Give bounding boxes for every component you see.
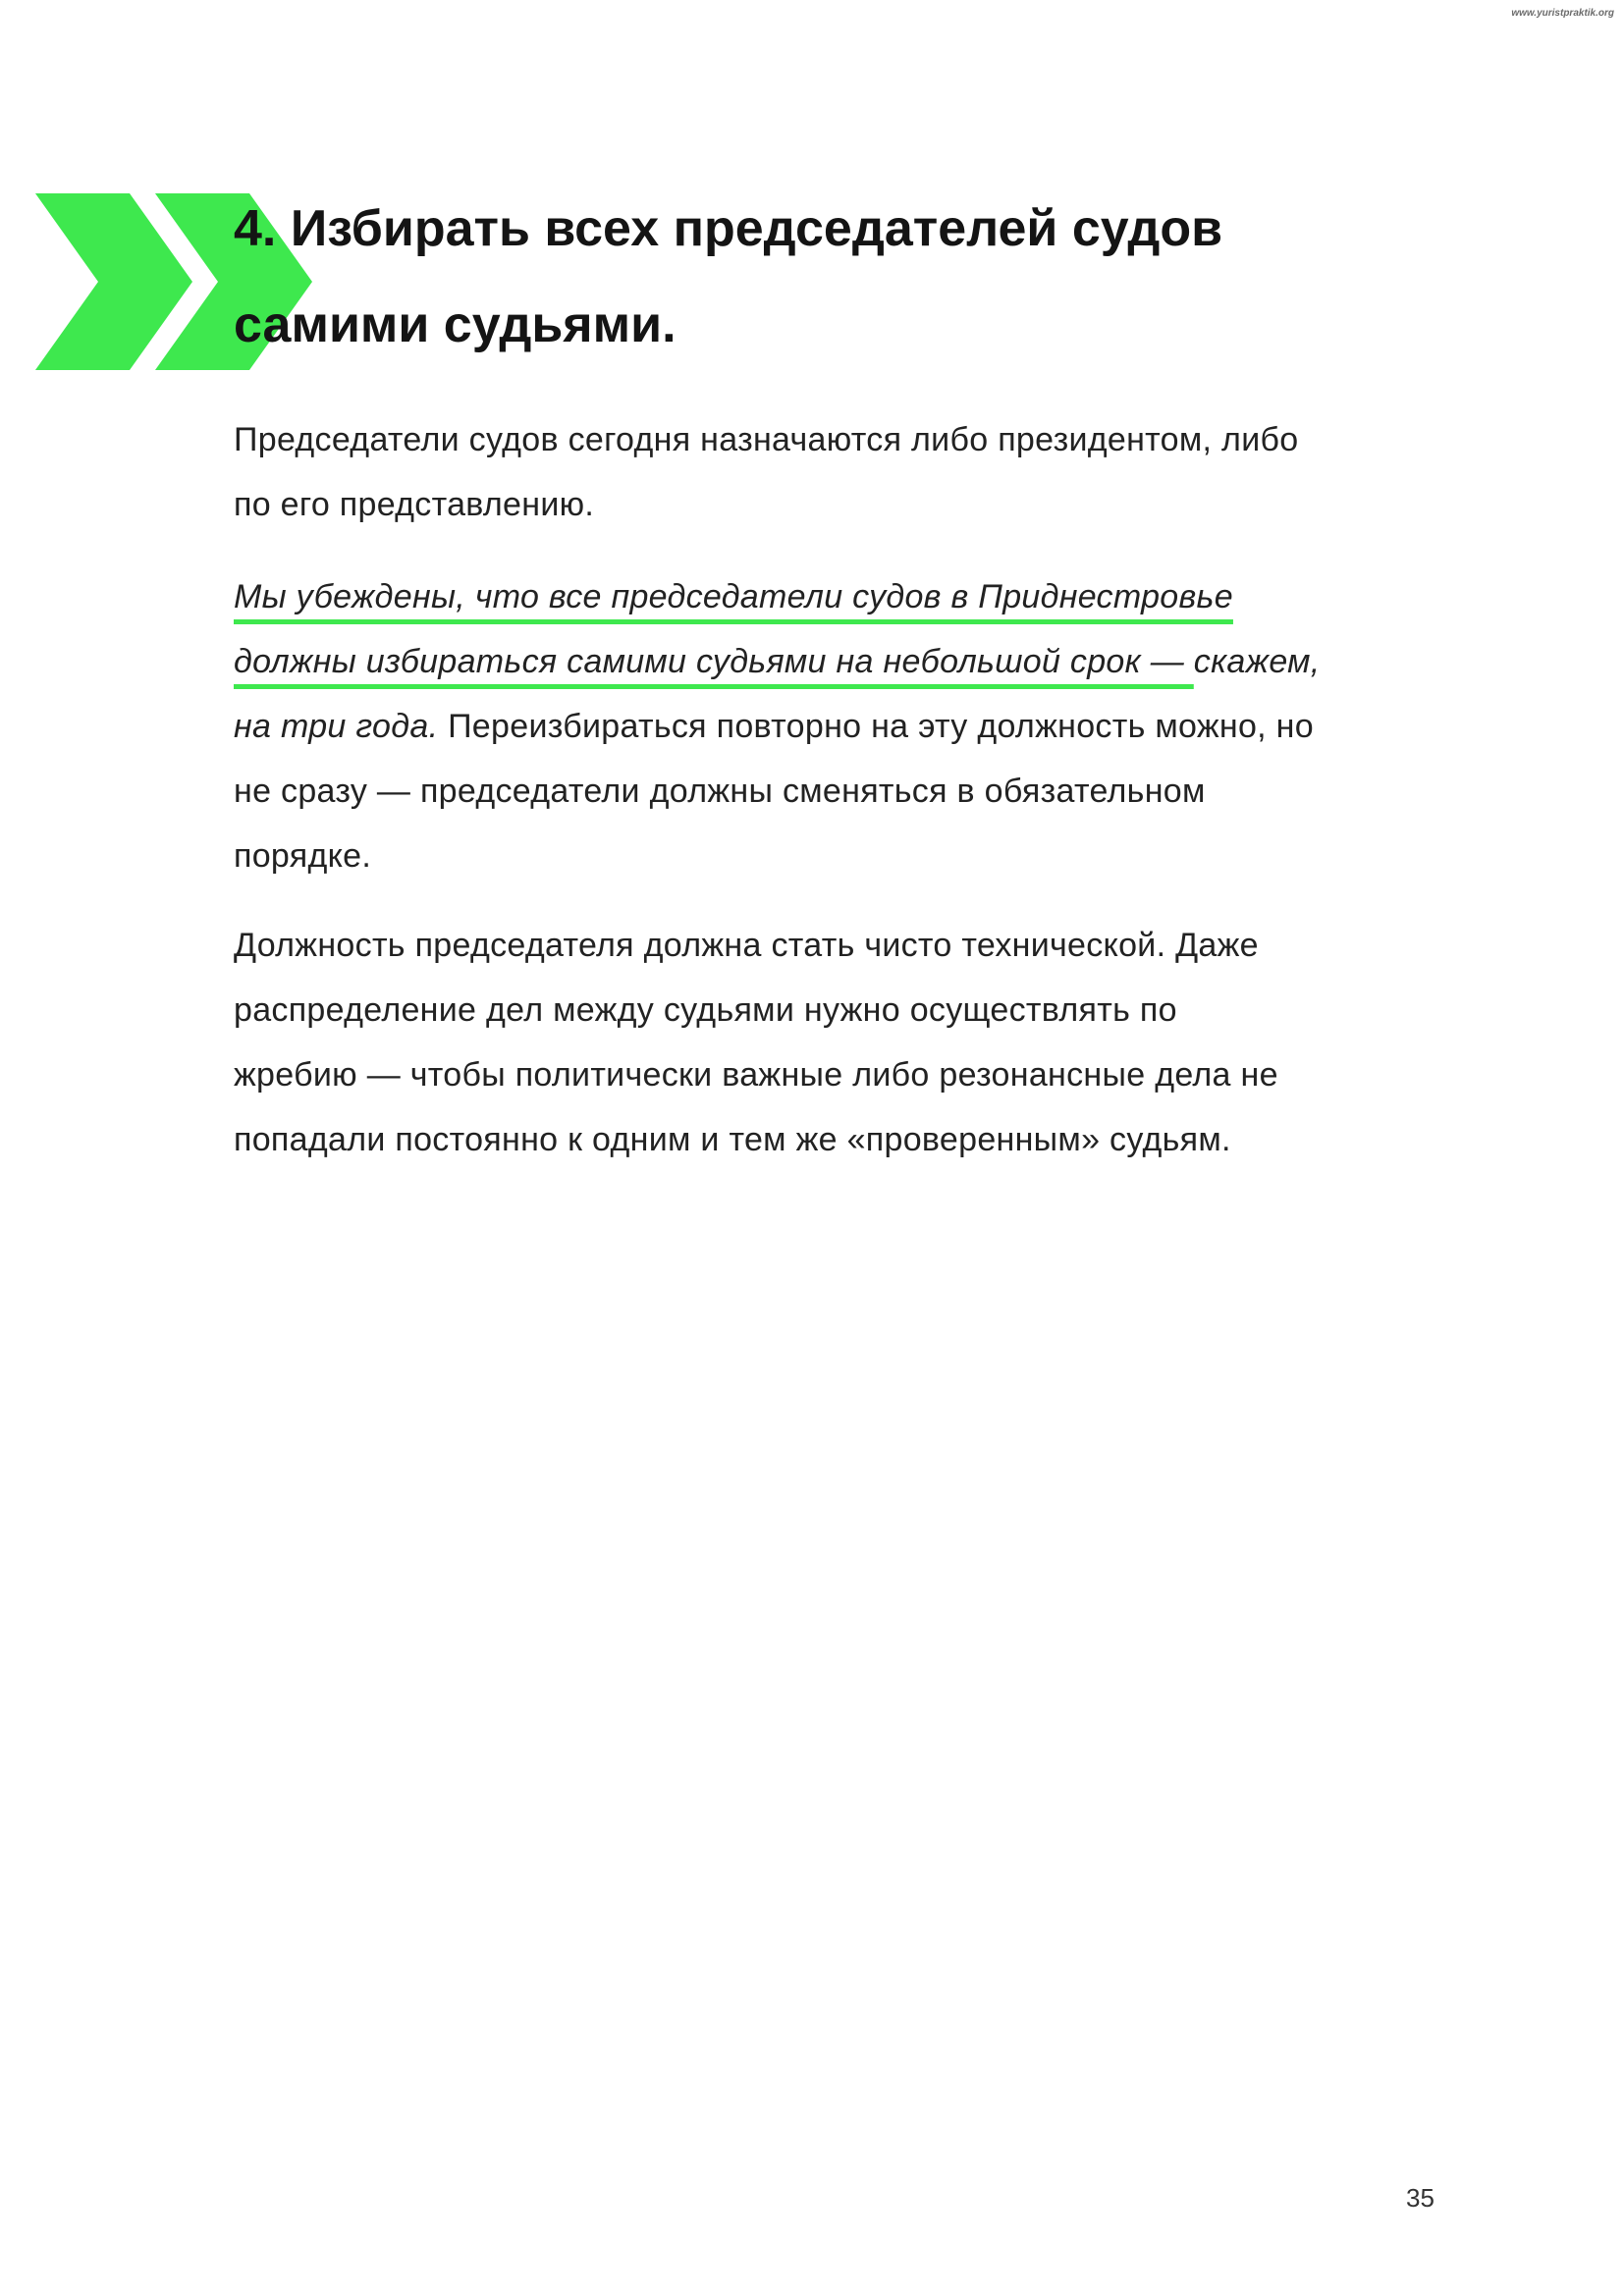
- paragraph-3-line-3: жребию — чтобы политически важные либо резонансные дела не: [234, 1056, 1278, 1094]
- paragraph-1-line-1: Председатели судов сегодня назначаются либо президентом, либо: [234, 421, 1299, 458]
- paragraph-2-line-5: порядке.: [234, 837, 372, 875]
- highlighted-quote-line-2: должны избираться самими судьями на небольшой срок —: [234, 643, 1194, 680]
- paragraph-3-line-2: распределение дел между судьями нужно осуществлять по: [234, 991, 1177, 1029]
- paragraph-3-line-1: Должность председателя должна стать чисто технической. Даже: [234, 927, 1259, 964]
- section-heading: [234, 181, 1392, 373]
- heading-line-2: самими судьями.: [234, 296, 677, 353]
- paragraph-election-proposal: [234, 564, 1471, 888]
- paragraph-appointment: [234, 407, 1471, 537]
- italic-term-text: на три года.: [234, 708, 439, 745]
- chevron-left-icon: [35, 193, 192, 370]
- site-watermark: www.yuristpraktik.org: [1511, 8, 1614, 19]
- paragraph-technical-role: [234, 913, 1471, 1172]
- highlighted-quote-line-1: Мы убеждены, что все председатели судов в Приднестровье: [234, 578, 1233, 615]
- paragraph-2-line-4: не сразу — председатели должны сменяться в обязательном: [234, 773, 1206, 810]
- paragraph-1-line-2: по его представлению.: [234, 486, 595, 523]
- italic-tail: скажем,: [1193, 643, 1321, 680]
- heading-line-1: 4. Избирать всех председателей судов: [234, 200, 1223, 257]
- paragraph-2-line-3: Переизбираться повторно на эту должность можно, но: [438, 708, 1314, 745]
- paragraph-3-line-4: попадали постоянно к одним и тем же «проверенным» судьям.: [234, 1121, 1231, 1158]
- page-number: 35: [1406, 2183, 1435, 2213]
